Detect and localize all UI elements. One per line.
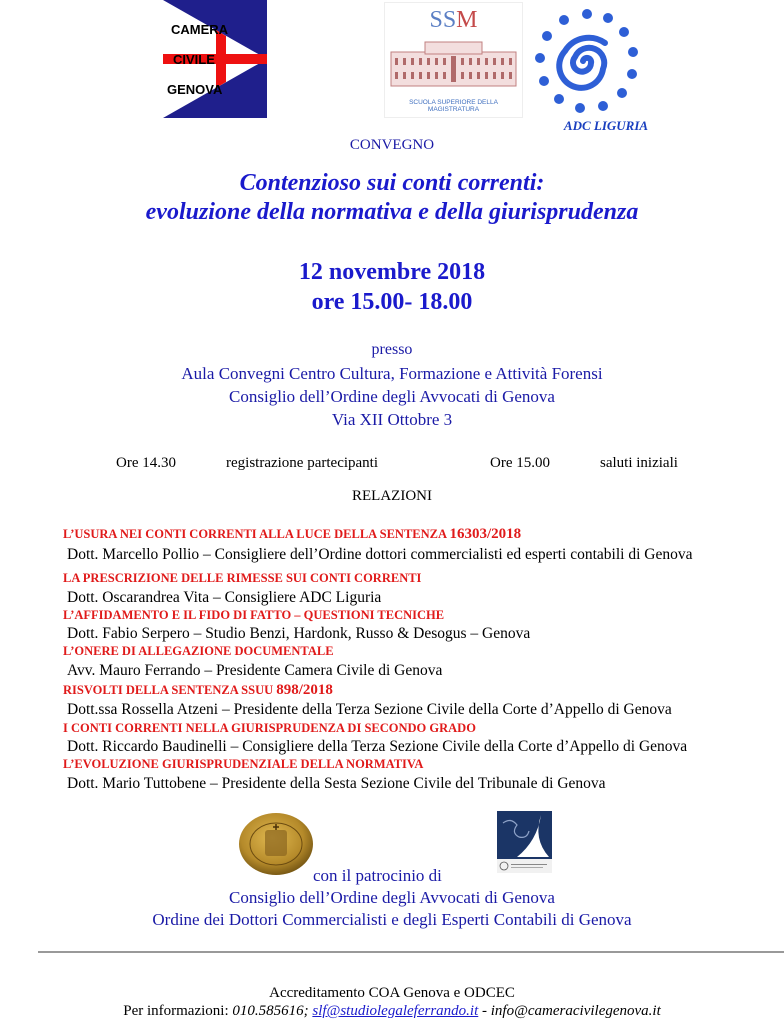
odcec-logo: [497, 811, 552, 873]
ssm-acronym-ss: SS: [429, 7, 457, 33]
contact-separator: -: [478, 1003, 491, 1019]
contact-email-2: info@cameracivilegenova.it: [490, 1003, 661, 1019]
accreditation-note: Accreditamento COA Genova e ODCEC: [269, 985, 515, 1001]
talk-speaker: Dott. Marcello Pollio – Consigliere dell’Ordine dottori commercialisti ed esperti contabili di Genova: [67, 546, 693, 563]
venue-presso: presso: [371, 341, 413, 358]
event-type: CONVEGNO: [349, 137, 435, 153]
contact-label: Per informazioni:: [123, 1003, 233, 1019]
patron-odcec: Ordine dei Dottori Commercialisti e degli Esperti Contabili di Genova: [152, 910, 632, 929]
adc-liguria-logo: [532, 6, 642, 116]
talk-topic-text: RISVOLTI DELLA SENTENZA SSUU: [63, 683, 277, 697]
talk-speaker: Dott. Riccardo Baudinelli – Consigliere della Terza Sezione Civile della Corte d’Appello di Genova: [67, 738, 688, 755]
spiral-sun-icon: [532, 6, 642, 116]
talk-topic: [63, 757, 423, 772]
ssm-acronym: [385, 7, 522, 34]
event-date: 12 novembre 2018: [298, 259, 486, 285]
svg-text:CIVILE: CIVILE: [173, 52, 215, 67]
schedule-time-2: Ore 15.00: [490, 455, 550, 471]
svg-text:GENOVA: GENOVA: [167, 82, 223, 97]
venue-line2: Consiglio dell’Ordine degli Avvocati di Genova: [229, 387, 555, 406]
patronage-intro: con il patrocinio di: [313, 866, 442, 885]
talk-topic: [63, 608, 444, 623]
talk-topic: [63, 682, 333, 699]
talk-topic-text: L’EVOLUZIONE GIURISPRUDENZIALE DELLA NORMATIVA: [63, 757, 424, 771]
venue-address: Via XII Ottobre 3: [331, 410, 453, 429]
talk-topic-text: L’AFFIDAMENTO E IL FIDO DI FATTO – QUESTIONI TECNICHE: [63, 608, 445, 622]
camera-civile-flag-icon: [163, 0, 267, 118]
ssm-caption: SCUOLA SUPERIORE DELLA MAGISTRATURA: [409, 99, 498, 113]
contact-email-link[interactable]: slf@studiolegaleferrando.it: [312, 1003, 479, 1019]
talk-topic-text: LA PRESCRIZIONE DELLE RIMESSE SUI CONTI CORRENTI: [63, 571, 422, 585]
svg-text:CAMERA: CAMERA: [171, 22, 229, 37]
talk-speaker: Dott.ssa Rossella Atzeni – Presidente della Terza Sezione Civile della Corte d’Appello di Genova: [67, 701, 672, 718]
schedule-label-2: saluti iniziali: [600, 455, 678, 471]
talk-topic-text: I CONTI CORRENTI NELLA GIURISPRUDENZA DI SECONDO GRADO: [63, 721, 476, 735]
talk-topic: [63, 571, 421, 586]
talk-speaker: Avv. Mauro Ferrando – Presidente Camera Civile di Genova: [67, 662, 443, 679]
talk-topic-ref: 16303/2018: [449, 526, 522, 542]
talk-speaker: Dott. Fabio Serpero – Studio Benzi, Hardonk, Russo & Desogus – Genova: [67, 625, 531, 642]
relazioni-heading: RELAZIONI: [352, 488, 432, 504]
event-hours: ore 15.00- 18.00: [311, 289, 473, 315]
ssm-acronym-m: M: [456, 7, 478, 33]
venue-line1: Aula Convegni Centro Cultura, Formazione e Attività Forensi: [181, 364, 603, 383]
event-title-line2: evoluzione della normativa e della giurisprudenza: [145, 199, 639, 225]
talk-topic: [63, 644, 334, 659]
schedule-label-1: registrazione partecipanti: [226, 455, 379, 471]
talk-speaker: Dott. Mario Tuttobene – Presidente della Sesta Sezione Civile del Tribunale di Genova: [67, 775, 606, 792]
talk-topic-text: L’ONERE DI ALLEGAZIONE DOCUMENTALE: [63, 644, 334, 658]
ssm-logo: [384, 2, 523, 118]
palace-building-icon: [385, 34, 522, 90]
event-title-line1: Contenzioso sui conti correnti:: [239, 170, 545, 196]
talk-speaker: Dott. Oscarandrea Vita – Consigliere ADC Liguria: [67, 589, 382, 606]
odcec-sail-icon: [497, 811, 552, 873]
talk-topic-ref: 898/2018: [276, 682, 333, 698]
talk-topic: [63, 721, 476, 736]
adc-liguria-label: ADC LIGURIA: [563, 118, 649, 133]
collegium-advocatorum-seal: [238, 812, 314, 876]
contact-phone: 010.585616;: [232, 1003, 309, 1019]
camera-civile-genova-logo: [163, 0, 267, 118]
patron-coa: Consiglio dell’Ordine degli Avvocati di Genova: [229, 888, 555, 907]
schedule-time-1: Ore 14.30: [116, 455, 176, 471]
contact-info: [0, 1003, 784, 1020]
gold-seal-icon: [238, 812, 314, 876]
footer-divider: [38, 951, 784, 953]
talk-topic-text: L’USURA NEI CONTI CORRENTI ALLA LUCE DELLA SENTENZA: [63, 527, 450, 541]
talk-topic: [63, 526, 521, 543]
